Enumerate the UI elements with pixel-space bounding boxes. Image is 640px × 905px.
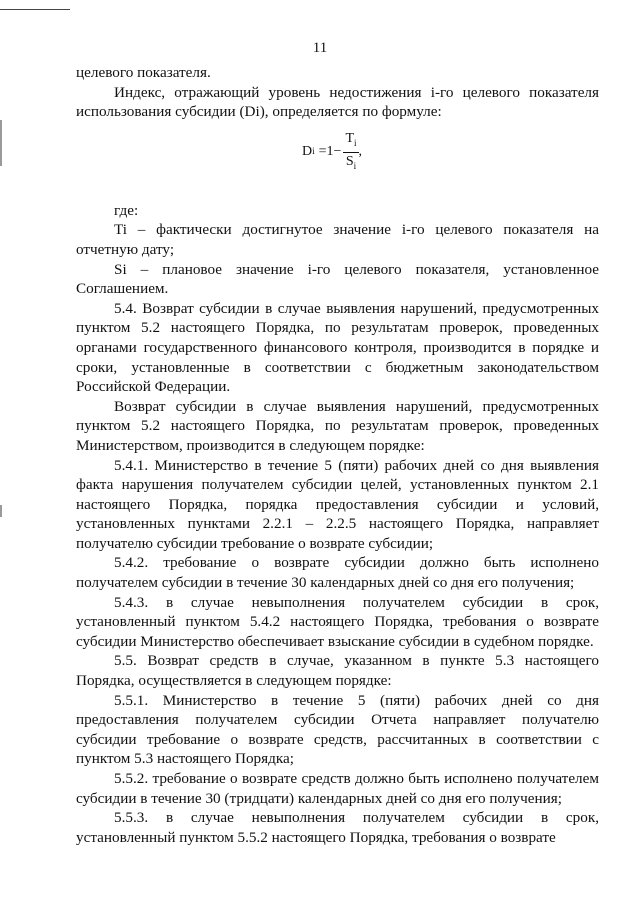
paragraph: Индекс, отражающий уровень недостижения i-го целевого показателя использования субсидии (Di), определяется по формуле: bbox=[76, 83, 599, 121]
formula-numerator: $T_i$ bbox=[343, 130, 358, 153]
paragraph: Возврат субсидии в случае выявления нарушений, предусмотренных пунктом 5.2 настоящего Порядка, по результатам проверок, проведенных Министерством, производится в следующем порядке: bbox=[76, 397, 599, 454]
formula-fraction bbox=[343, 130, 358, 175]
formula-eq: =1− bbox=[318, 144, 342, 160]
formula-sub: i bbox=[312, 146, 315, 157]
paragraph: 5.5. Возврат средств в случае, указанном в пункте 5.3 настоящего Порядка, осуществляется в следующем порядке: bbox=[76, 652, 599, 690]
paragraph: 5.4.2. требование о возврате субсидии должно быть исполнено получателем субсидии в течение 30 календарных дней со дня его получения; bbox=[76, 554, 599, 592]
paragraph: где: bbox=[114, 201, 139, 219]
paragraph: 5.4.3. в случае невыполнения получателем субсидии в срок, установленный пунктом 5.4.2 настоящего Порядка, требования о возврате субсидии Министерство обеспечивает взыскание субсидии в судебном порядке. bbox=[76, 593, 599, 650]
top-rule bbox=[0, 9, 70, 10]
formula-tail: , bbox=[358, 144, 363, 160]
paragraph: 5.5.1. Министерство в течение 5 (пяти) рабочих дней со дня предоставления получателем субсидии Отчета направляет получателю субсидии требование о возврате средств, рассчитанных в соответствии с пунктом 5.3 настоящего Порядка; bbox=[76, 691, 599, 768]
document-body bbox=[76, 63, 599, 847]
paragraph: 5.4. Возврат субсидии в случае выявления нарушений, предусмотренных пунктом 5.2 настоящего Порядка, по результатам проверок, проведенных органами государственного финансового контроля, производится в порядке и сроки, установленные в соответствии с бюджетным законодательством Российской Федерации. bbox=[76, 299, 599, 396]
paragraph: 5.5.2. требование о возврате средств должно быть исполнено получателем субсидии в течение 30 (тридцати) календарных дней со дня его получения; bbox=[76, 770, 599, 807]
paragraph: 5.4.1. Министерство в течение 5 (пяти) рабочих дней со дня выявления факта нарушения получателем субсидии целей, установленных пунктом 2.1 настоящего Порядка, порядка предоставления субсидии и условий, установленных пунктами 2.2.1 – 2.2.5 настоящего Порядка, направляет получателю субсидии требование о возврате субсидии; bbox=[76, 456, 599, 552]
paragraph: Ti – фактически достигнутое значение i-го целевого показателя на отчетную дату; bbox=[76, 221, 599, 258]
page-number: 11 bbox=[312, 40, 328, 56]
paragraph: целевого показателя. bbox=[76, 64, 211, 81]
scan-edge-mark bbox=[0, 505, 2, 517]
paragraph: 5.5.3. в случае невыполнения получателем субсидии в срок, установленный пунктом 5.5.2 настоящего Порядка, требования о возврате bbox=[76, 809, 599, 846]
formula bbox=[76, 122, 599, 182]
scan-edge-mark bbox=[0, 120, 2, 166]
paragraph: Si – плановое значение i-го целевого показателя, установленное Соглашением. bbox=[76, 260, 599, 298]
formula-lhs: D bbox=[302, 144, 313, 160]
formula-denominator: $S_i$ bbox=[345, 153, 357, 171]
